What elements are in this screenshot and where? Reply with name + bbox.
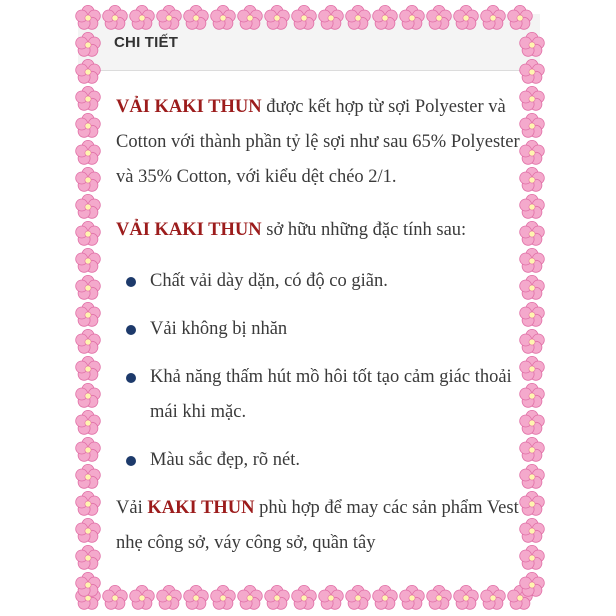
product-detail-card <box>78 14 540 616</box>
paragraph-text: được kết hợp từ sợi Polyester và Cotton với thành phần tỷ lệ sợi như sau 65% Polyester và 35% Cotton, với kiểu dệt chéo 2/1. <box>116 97 520 187</box>
brand-name: VẢI KAKI THUN <box>116 220 262 240</box>
description-paragraph-2 <box>116 213 520 248</box>
description-content <box>116 90 520 579</box>
detail-header <box>78 14 540 71</box>
description-paragraph-3 <box>116 491 520 561</box>
paragraph-text: Vải <box>116 498 148 518</box>
paragraph-text: sở hữu những đặc tính sau: <box>261 220 467 240</box>
brand-name: VẢI KAKI THUN <box>116 97 262 117</box>
feature-text: Chất vải dày dặn, có độ co giãn. <box>150 271 388 291</box>
feature-item <box>116 264 520 299</box>
bullet-icon <box>126 277 136 287</box>
bullet-icon <box>126 325 136 335</box>
feature-text: Màu sắc đẹp, rõ nét. <box>150 450 301 470</box>
feature-item <box>116 360 520 430</box>
bullet-icon <box>126 373 136 383</box>
feature-list <box>116 264 520 478</box>
bullet-icon <box>126 456 136 466</box>
description-paragraph-1 <box>116 90 520 195</box>
paragraph-text: phù hợp để may các sản phẩm Vest nhẹ công sở, váy công sở, quần tây <box>116 498 519 553</box>
brand-name: KAKI THUN <box>147 498 255 518</box>
detail-header-title: CHI TIẾT <box>114 34 179 51</box>
feature-text: Khả năng thấm hút mồ hôi tốt tạo cảm giác thoải mái khi mặc. <box>150 367 512 422</box>
feature-item <box>116 312 520 347</box>
feature-text: Vải không bị nhăn <box>150 319 288 339</box>
feature-item <box>116 443 520 478</box>
